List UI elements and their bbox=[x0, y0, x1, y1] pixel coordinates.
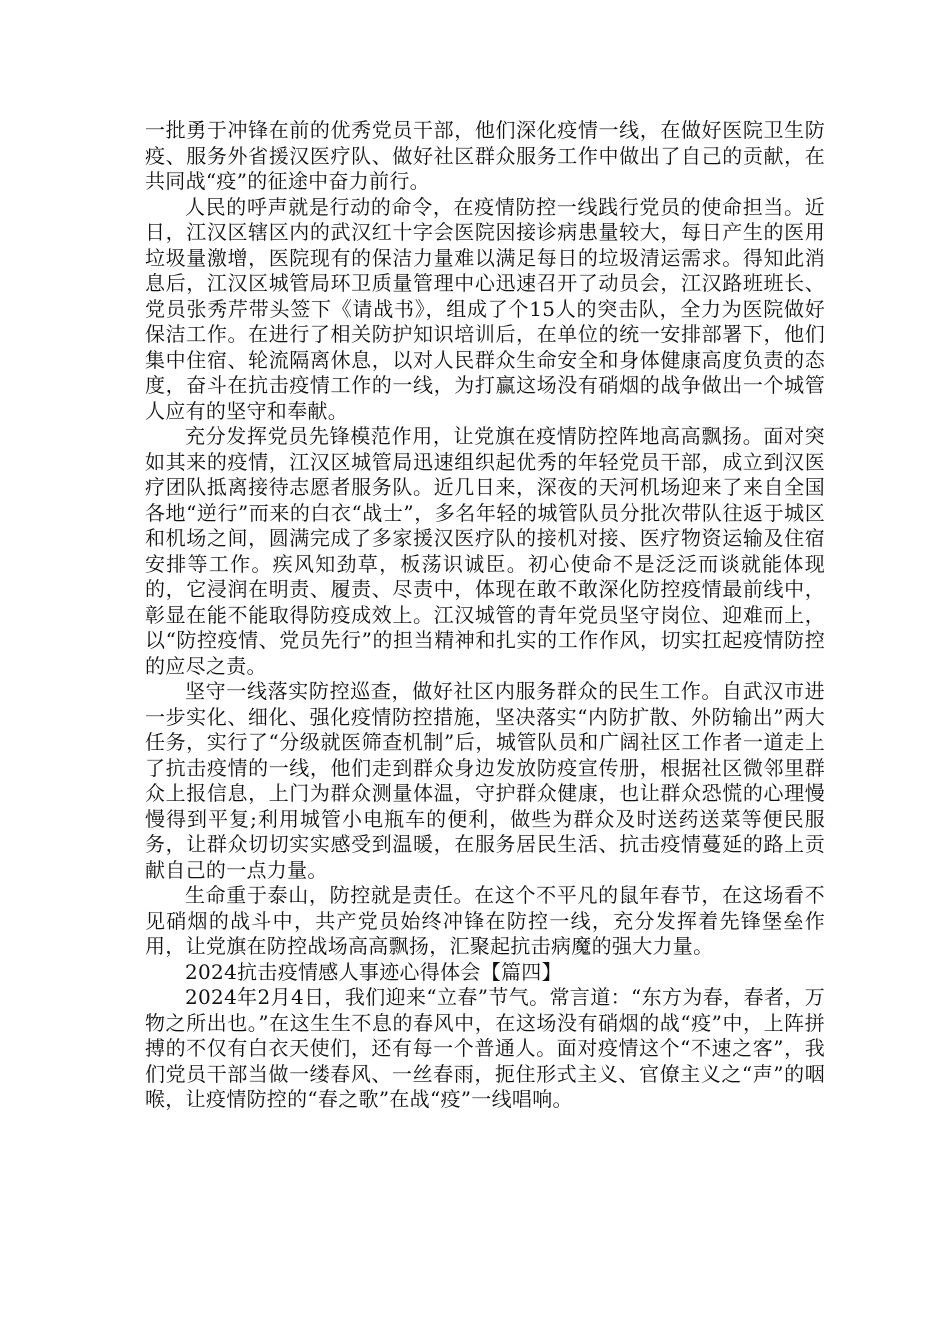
paragraph-5: 生命重于泰山，防控就是责任。在这个不平凡的鼠年春节，在这场看不见硝烟的战斗中，共产党员始终冲锋在防控一线，充分发挥着先锋堡垒作用，让党旗在防控战场高高飘扬，汇聚起抗击病魔的强大力量。 bbox=[145, 883, 825, 958]
paragraph-7: 2024年2月4日，我们迎来“立春”节气。常言道：“东方为春，春者，万物之所出也。”在这生生不息的春风中，在这场没有硝烟的战“疫”中，上阵拼搏的不仅有白衣天使们，还有每一个普通人。面对疫情这个“不速之客”，我们党员干部当做一缕春风、一丝春雨，扼住形式主义、官僚主义之“声”的咽喉，让疫情防控的“春之歌”在战“疫”一线唱响。 bbox=[145, 985, 825, 1111]
paragraph-2: 人民的呼声就是行动的命令，在疫情防控一线践行党员的使命担当。近日，江汉区辖区内的武汉红十字会医院因接诊病患量较大，每日产生的医用垃圾量激增，医院现有的保洁力量难以满足每日的垃圾清运需求。得知此消息后，江汉区城管局环卫质量管理中心迅速召开了动员会，江汉路班班长、党员张秀芹带头签下《请战书》，组成了个15人的突击队，全力为医院做好保洁工作。在进行了相关防护知识培训后，在单位的统一安排部署下，他们集中住宿、轮流隔离休息，以对人民群众生命安全和身体健康高度负责的态度，奋斗在抗击疫情工作的一线，为打赢这场没有硝烟的战争做出一个城管人应有的坚守和奉献。 bbox=[145, 194, 825, 423]
paragraph-4: 坚守一线落实防控巡查，做好社区内服务群众的民生工作。自武汉市进一步实化、细化、强化疫情防控措施，坚决落实“内防扩散、外防输出”两大任务，实行了“分级就医筛查机制”后，城管队员和广阔社区工作者一道走上了抗击疫情的一线，他们走到群众身边发放防疫宣传册，根据社区微邻里群众上报信息，上门为群众测量体温，守护群众健康，也让群众恐慌的心理慢慢得到平复;利用城管小电瓶车的便利，做些为群众及时送药送菜等便民服务，让群众切切实实感受到温暖，在服务居民生活、抗击疫情蔓延的路上贡献自己的一点力量。 bbox=[145, 679, 825, 882]
paragraph-1: 一批勇于冲锋在前的优秀党员干部，他们深化疫情一线，在做好医院卫生防疫、服务外省援汉医疗队、做好社区群众服务工作中做出了自己的贡献，在共同战“疫”的征途中奋力前行。 bbox=[145, 118, 825, 193]
paragraph-3: 充分发挥党员先锋模范作用，让党旗在疫情防控阵地高高飘扬。面对突如其来的疫情，江汉区城管局迅速组织起优秀的年轻党员干部，成立到汉医疗团队抵离接待志愿者服务队。近几日来，深夜的天河机场迎来了来自全国各地“逆行”而来的白衣“战士”，多名年轻的城管队员分批次带队往返于城区和机场之间，圆满完成了多家援汉医疗队的接机对接、医疗物资运输及住宿安排等工作。疾风知劲草，板荡识诚臣。初心使命不是泛泛而谈就能体现的，它浸润在明责、履责、尽责中，体现在敢不敢深化防控疫情最前线中，彰显在能不能取得防疫成效上。江汉城管的青年党员坚守岗位、迎难而上，以“防控疫情、党员先行”的担当精神和扎实的工作作风，切实扛起疫情防控的应尽之责。 bbox=[145, 424, 825, 678]
document-body bbox=[145, 118, 825, 1113]
section-heading: 2024抗击疫情感人事迹心得体会【篇四】 bbox=[185, 959, 562, 984]
